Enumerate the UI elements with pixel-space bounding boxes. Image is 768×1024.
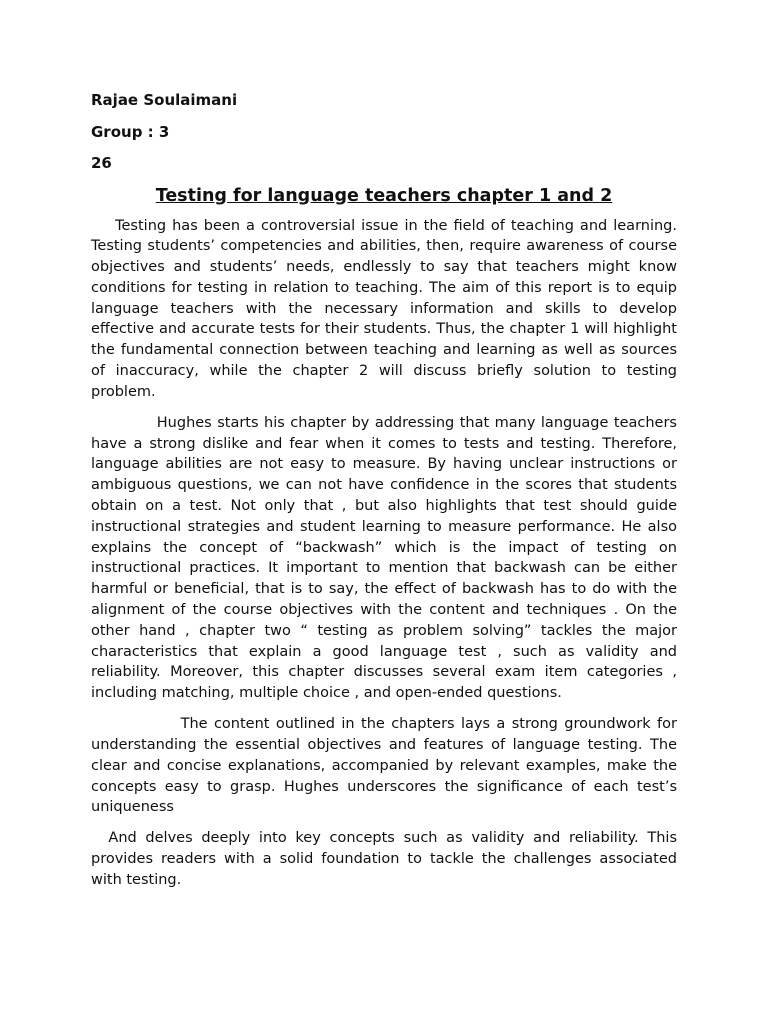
group-label: Group : 3	[91, 122, 170, 141]
student-number: 26	[91, 154, 112, 172]
paragraph-summary: Hughes starts his chapter by addressing that many language teachers have a strong dislike and fear when it comes to tests and testing. Therefore, language abilities are not easy to measure. By having unclear instructions or ambiguous questions, we can not have confidence in the scores that students obtain on a test. Not only that , but also highlights that test should guide instructional strategies and student learning to measure performance. He also explains the concept of “backwash” which is the impact of testing on instructional practices. It important to mention that backwash can be either harmful or beneficial, that is to say, the effect of backwash has to do with the alignment of the course objectives with the content and techniques . On the other hand , chapter two “ testing as problem solving” tackles the major characteristics that explain a good language test , such as validity and reliability. Moreover, this chapter discusses several exam item categories , including matching, multiple choice , and open-ended questions.	[91, 414, 677, 702]
document-body	[91, 89, 677, 901]
paragraph-evaluation: The content outlined in the chapters lays a strong groundwork for understanding the essential objectives and features of language testing. The clear and concise explanations, accompanied by relevant examples, make the concepts easy to grasp. Hughes underscores the significance of each test’s uniqueness	[91, 716, 677, 816]
author-name: Rajae Soulaimani	[91, 91, 238, 109]
document-title: Testing for language teachers chapter 1 and 2	[155, 185, 613, 206]
paragraph-conclusion: And delves deeply into key concepts such as validity and reliability. This provides readers with a solid foundation to tackle the challenges associated with testing.	[91, 830, 677, 888]
paragraph-intro: Testing has been a controversial issue in the field of teaching and learning. Testing students’ competencies and abilities, then, require awareness of course objectives and students’ needs, endlessly to say that teachers might know conditions for testing in relation to teaching. The aim of this report is to equip language teachers with the necessary information and skills to develop effective and accurate tests for their students. Thus, the chapter 1 will highlight the fundamental connection between teaching and learning as well as sources of inaccuracy, while the chapter 2 will discuss briefly solution to testing problem.	[91, 217, 677, 400]
